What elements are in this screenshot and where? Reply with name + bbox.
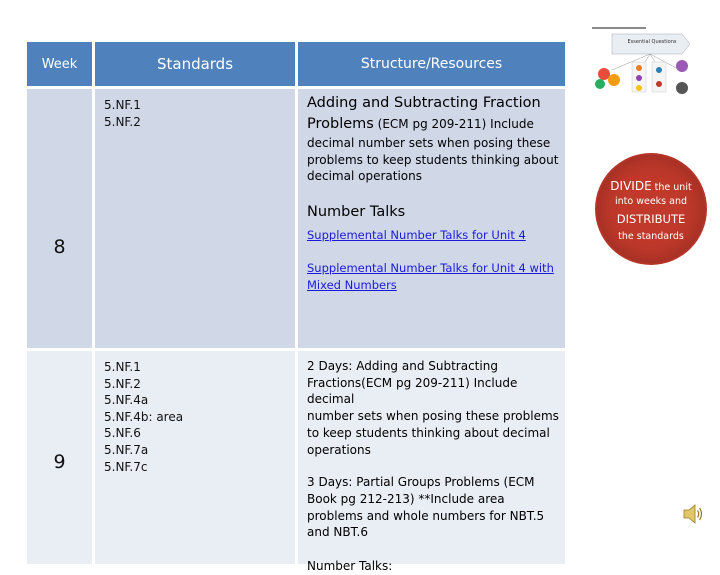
row-week-8-cell bbox=[27, 89, 92, 348]
week-number: 9 bbox=[53, 451, 66, 473]
header-standards: Standards bbox=[95, 42, 295, 86]
resource-note bbox=[307, 135, 565, 185]
standard-item: 5.NF.4a bbox=[104, 393, 149, 408]
callout-distribute: DISTRIBUTE bbox=[616, 212, 686, 226]
resource-title-line-2 bbox=[307, 113, 565, 134]
header-resources: Structure/Resources bbox=[298, 42, 565, 86]
callout-the-standards: the standards bbox=[618, 231, 684, 242]
header-week: Week bbox=[27, 42, 92, 86]
paragraph-line: number sets when posing these problems bbox=[307, 409, 559, 424]
standards-list bbox=[95, 351, 295, 475]
resource-note-line: problems to keep students thinking about bbox=[307, 152, 559, 167]
standard-item: 5.NF.1 bbox=[104, 98, 141, 112]
link-line: Supplemental Number Talks for Unit 4 with bbox=[307, 260, 554, 275]
resource-title-note: (ECM pg 209-211) Include bbox=[373, 117, 534, 131]
standard-item: 5.NF.6 bbox=[104, 426, 141, 441]
supplemental-number-talks-mixed-link[interactable] bbox=[307, 261, 554, 293]
paragraph-line: and NBT.6 bbox=[307, 525, 368, 540]
row-week-8-resources bbox=[298, 89, 565, 348]
paragraph-line: to keep students thinking about decimal bbox=[307, 425, 550, 440]
row-week-8-standards bbox=[95, 89, 295, 348]
standards-list bbox=[95, 89, 295, 130]
standard-item: 5.NF.2 bbox=[104, 114, 141, 129]
unit-overview-thumbnail bbox=[590, 22, 698, 102]
paragraph-line: operations bbox=[307, 442, 371, 457]
standard-item: 5.NF.7a bbox=[104, 442, 149, 457]
resource-title-problems: Problems bbox=[307, 116, 374, 132]
callout-divide: DIVIDE bbox=[610, 179, 652, 193]
standard-item: 5.NF.7c bbox=[104, 459, 148, 474]
standard-item: 5.NF.4b: area bbox=[104, 409, 184, 424]
supplemental-number-talks-link[interactable]: Supplemental Number Talks for Unit 4 bbox=[307, 227, 526, 242]
thumbnail-heading: Essential Questions bbox=[627, 39, 677, 45]
standard-item: 5.NF.2 bbox=[104, 376, 141, 391]
resource-paragraph-adding bbox=[307, 358, 565, 458]
resource-note-line: decimal number sets when posing these bbox=[307, 136, 551, 150]
resource-note-line: decimal operations bbox=[307, 169, 422, 183]
paragraph-line: 2 Days: Adding and Subtracting bbox=[307, 359, 498, 373]
callout-the-unit: the unit bbox=[651, 182, 692, 193]
callout-into-weeks: into weeks and bbox=[614, 196, 688, 207]
paragraph-line: Fractions(ECM pg 209-211) Include decimal bbox=[307, 375, 518, 407]
standard-item: 5.NF.1 bbox=[104, 360, 141, 374]
divide-distribute-callout bbox=[597, 155, 705, 263]
speaker-icon[interactable] bbox=[682, 502, 704, 530]
resource-paragraph-partial-groups bbox=[307, 474, 565, 541]
link-line: Mixed Numbers bbox=[307, 278, 397, 292]
week-number: 8 bbox=[53, 236, 66, 258]
row-week-9-cell bbox=[27, 351, 92, 564]
paragraph-line: problems and whole numbers for NBT.5 bbox=[307, 508, 545, 523]
resource-title-line: Adding and Subtracting Fraction bbox=[307, 95, 541, 111]
number-talks-label: Number Talks: bbox=[307, 559, 393, 574]
paragraph-line: Book pg 212-213) **Include area bbox=[307, 491, 505, 506]
number-talks-heading: Number Talks bbox=[307, 203, 406, 220]
row-week-9-resources bbox=[298, 351, 565, 574]
row-week-9-standards bbox=[95, 351, 295, 564]
paragraph-line: 3 Days: Partial Groups Problems (ECM bbox=[307, 475, 535, 490]
